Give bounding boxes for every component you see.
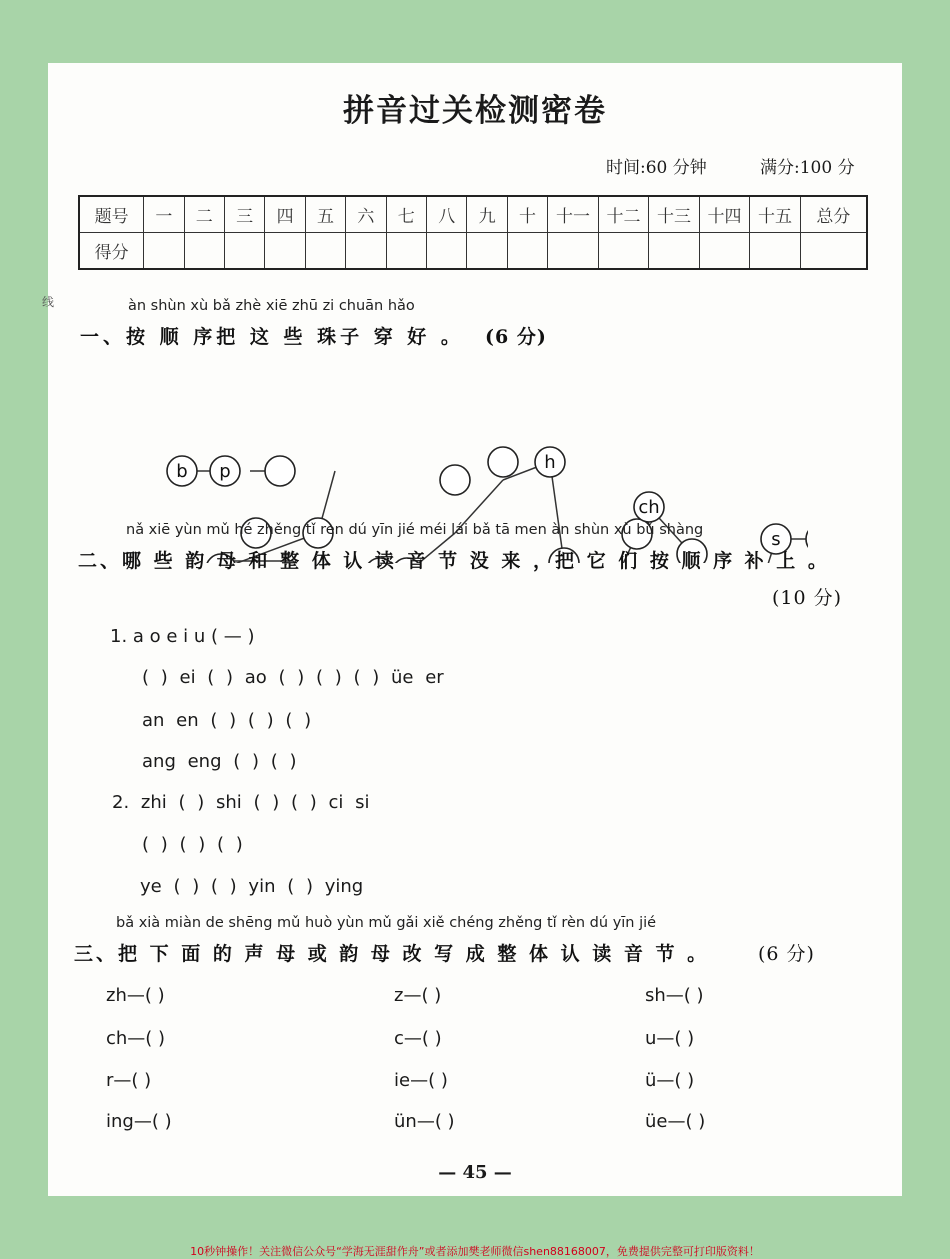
q3-item-ue: üe—( ) bbox=[645, 1111, 706, 1132]
q1-pinyin: àn shùn xù bǎ zhè xiē zhū zi chuān hǎo bbox=[128, 298, 415, 314]
q3-item-u: u—( ) bbox=[645, 1028, 695, 1049]
score-header-cell: 七 bbox=[386, 196, 426, 233]
margin-binding-mark: 线 bbox=[42, 295, 55, 309]
q2-title: 二、哪 些 韵 母 和 整 体 认 读 音 节 没 来 ，把 它 们 按 顺 序 补 上 。 bbox=[78, 550, 830, 572]
page-number: — 45 — bbox=[438, 1162, 512, 1183]
score-header-cell: 九 bbox=[467, 196, 507, 233]
score-row-label: 得分 bbox=[79, 233, 144, 270]
score-header-cell: 十二 bbox=[598, 196, 649, 233]
score-header-cell: 三 bbox=[224, 196, 264, 233]
q1-score: (6 分) bbox=[485, 326, 547, 348]
score-entry-cell[interactable] bbox=[224, 233, 264, 270]
promo-banner: 10秒钟操作！关注微信公众号“学海无涯甜作舟”或者添加樊老师微信shen88168007，免费提供完整可打印版资料！ bbox=[190, 1245, 760, 1258]
score-entry-cell[interactable] bbox=[386, 233, 426, 270]
score-entry-cell[interactable] bbox=[750, 233, 801, 270]
score-entry-cell[interactable] bbox=[649, 233, 700, 270]
q2-line-1: 1. a o e i u ( — ) bbox=[110, 626, 255, 647]
score-header-cell: 题号 bbox=[79, 196, 144, 233]
score-entry-cell[interactable] bbox=[507, 233, 547, 270]
score-table-score-row bbox=[79, 233, 867, 270]
score-entry-cell[interactable] bbox=[598, 233, 649, 270]
q2-line-3: an en ( ) ( ) ( ) bbox=[142, 710, 312, 731]
q3-item-u-umlaut: ü—( ) bbox=[645, 1070, 695, 1091]
q3-item-c: c—( ) bbox=[394, 1028, 442, 1049]
score-header-cell: 十三 bbox=[649, 196, 700, 233]
bead-label: h bbox=[544, 452, 556, 473]
bead-empty[interactable] bbox=[440, 465, 470, 495]
q3-item-ie: ie—( ) bbox=[394, 1070, 448, 1091]
score-table bbox=[78, 195, 868, 270]
time-limit: 时间:60 分钟 bbox=[606, 158, 707, 178]
score-header-cell: 八 bbox=[427, 196, 467, 233]
score-header-cell: 二 bbox=[184, 196, 224, 233]
q3-item-r: r—( ) bbox=[106, 1070, 152, 1091]
score-header-cell: 一 bbox=[144, 196, 184, 233]
q3-item-ch: ch—( ) bbox=[106, 1028, 166, 1049]
q3-pinyin: bǎ xià miàn de shēng mǔ huò yùn mǔ gǎi xiě chéng zhěng tǐ rèn dú yīn jié bbox=[116, 915, 657, 931]
score-entry-cell[interactable] bbox=[184, 233, 224, 270]
score-entry-cell[interactable] bbox=[800, 233, 867, 270]
score-entry-cell[interactable] bbox=[265, 233, 305, 270]
score-entry-cell[interactable] bbox=[427, 233, 467, 270]
q3-item-sh: sh—( ) bbox=[645, 985, 704, 1006]
page-title: 拼音过关检测密卷 bbox=[343, 93, 607, 129]
q3-item-zh: zh—( ) bbox=[106, 985, 165, 1006]
score-table-header-row bbox=[79, 196, 867, 233]
score-header-cell: 十一 bbox=[548, 196, 599, 233]
bead-empty[interactable] bbox=[488, 447, 518, 477]
bead-empty[interactable] bbox=[265, 456, 295, 486]
score-header-cell: 十五 bbox=[750, 196, 801, 233]
score-header-cell: 十四 bbox=[699, 196, 750, 233]
score-entry-cell[interactable] bbox=[346, 233, 386, 270]
q3-item-z: z—( ) bbox=[394, 985, 442, 1006]
score-entry-cell[interactable] bbox=[548, 233, 599, 270]
bead-label: s bbox=[771, 529, 781, 550]
score-entry-cell[interactable] bbox=[144, 233, 184, 270]
score-header-cell: 总分 bbox=[800, 196, 867, 233]
q2-pinyin: nǎ xiē yùn mǔ hé zhěng tǐ rèn dú yīn jié méi lái bǎ tā men àn shùn xù bǔ shàng bbox=[126, 522, 704, 538]
bead-label: b bbox=[176, 461, 188, 482]
q2-line-2: ( ) ei ( ) ao ( ) ( ) ( ) üe er bbox=[142, 667, 444, 688]
score-entry-cell[interactable] bbox=[467, 233, 507, 270]
q3-title: 三、把 下 面 的 声 母 或 韵 母 改 写 成 整 体 认 读 音 节 。 bbox=[74, 943, 710, 965]
q1-title: 一、按 顺 序把 这 些 珠子 穿 好 。 bbox=[80, 326, 464, 348]
q2-score: (10 分) bbox=[772, 587, 843, 609]
score-entry-cell[interactable] bbox=[305, 233, 345, 270]
q2-line-7: ye ( ) ( ) yin ( ) ying bbox=[140, 876, 364, 897]
worksheet-page bbox=[42, 63, 902, 1196]
q2-line-5: 2. zhi ( ) shi ( ) ( ) ci si bbox=[112, 792, 370, 813]
score-header-cell: 五 bbox=[305, 196, 345, 233]
q2-line-4: ang eng ( ) ( ) bbox=[142, 751, 297, 772]
score-header-cell: 四 bbox=[265, 196, 305, 233]
q3-item-un: ün—( ) bbox=[394, 1111, 455, 1132]
score-entry-cell[interactable] bbox=[699, 233, 750, 270]
q2-line-6: ( ) ( ) ( ) bbox=[142, 834, 243, 855]
score-header-cell: 十 bbox=[507, 196, 547, 233]
full-score: 满分:100 分 bbox=[760, 158, 855, 178]
score-header-cell: 六 bbox=[346, 196, 386, 233]
q3-score: (6 分) bbox=[758, 943, 815, 965]
q3-item-ing: ing—( ) bbox=[106, 1111, 172, 1132]
bead-label: ch bbox=[638, 497, 660, 518]
bead-label: p bbox=[219, 461, 231, 482]
